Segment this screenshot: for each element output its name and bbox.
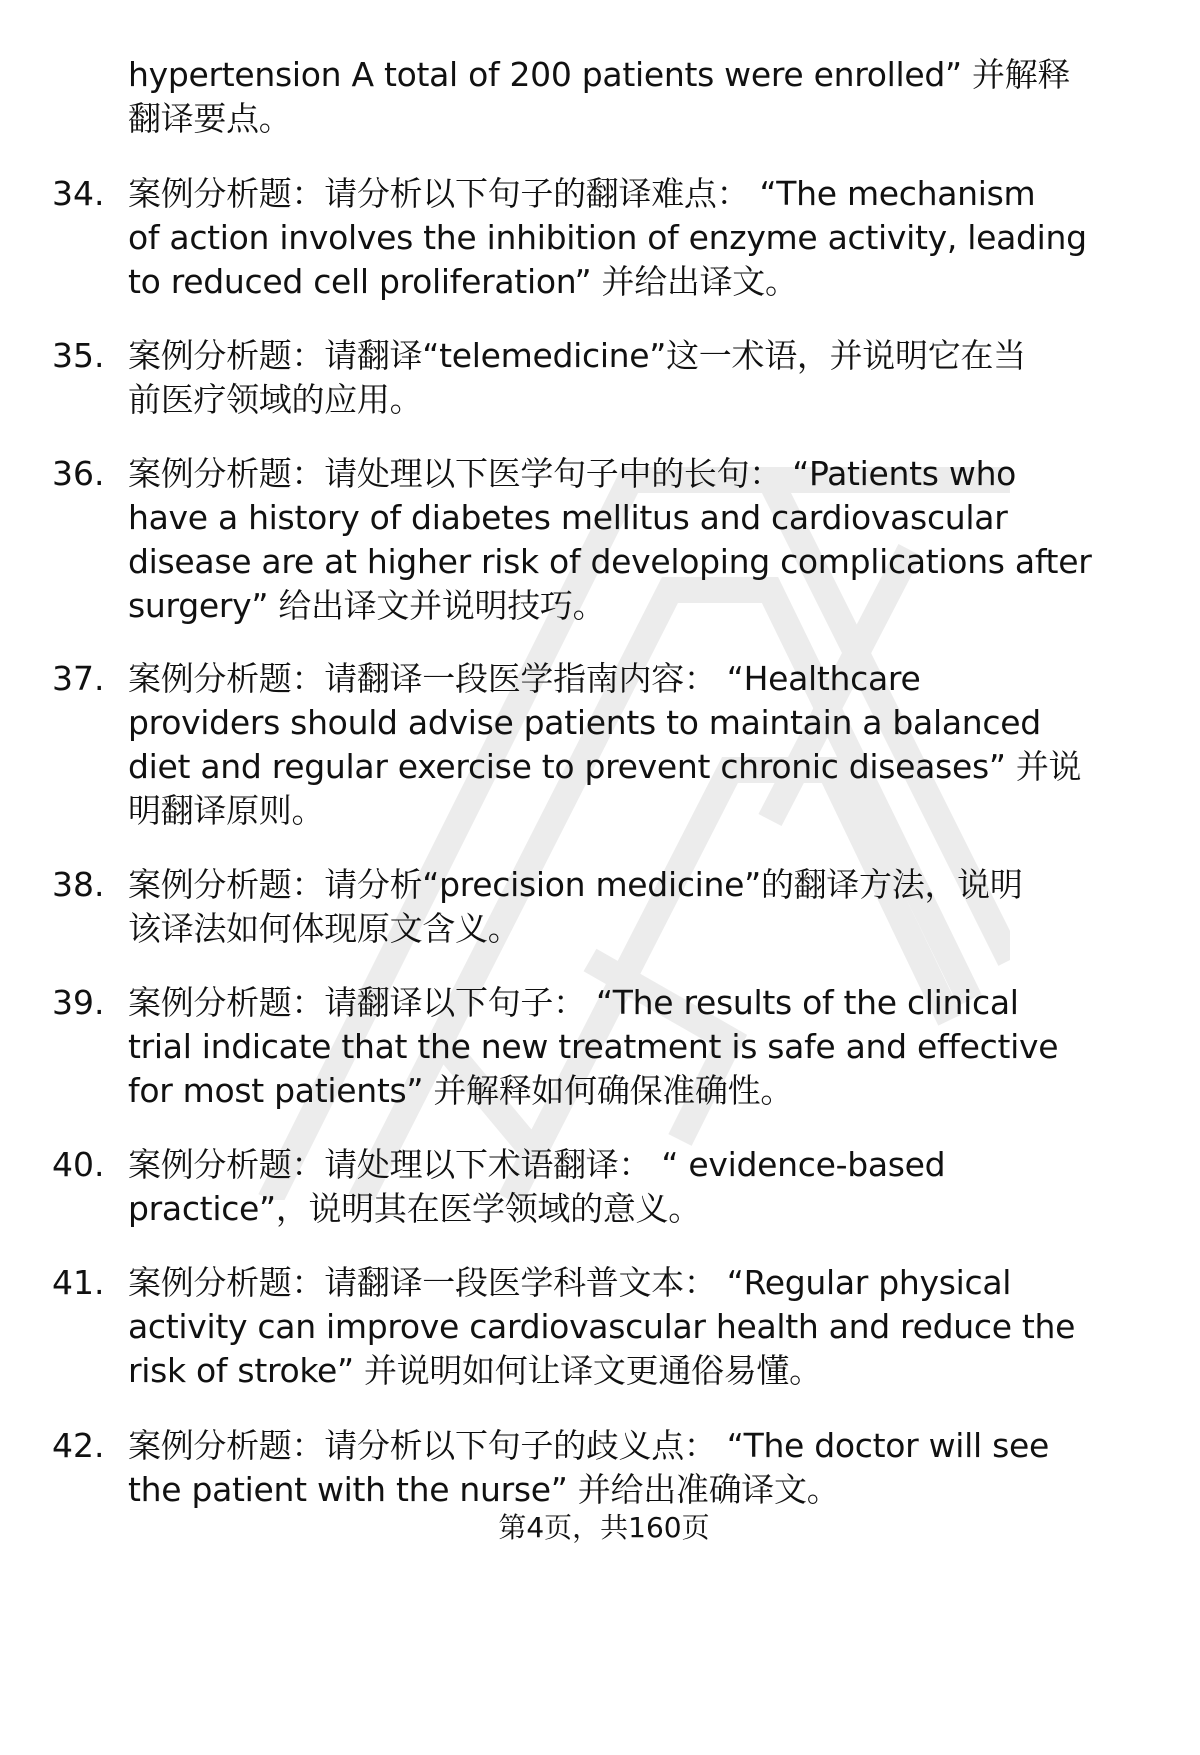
- question-line: practice”，说明其在医学领域的意义。: [128, 1189, 701, 1228]
- question-line: 明翻译原则。: [128, 791, 325, 830]
- question-line: of action involves the inhibition of enzyme activity, leading: [128, 218, 1087, 257]
- question-line: 案例分析题：请分析“precision medicine”的翻译方法，说明: [128, 865, 1023, 904]
- question-line: 案例分析题：请分析以下句子的翻译难点： “The mechanism: [128, 174, 1036, 213]
- question-line: 案例分析题：请分析以下句子的歧义点： “The doctor will see: [128, 1426, 1050, 1465]
- question-line: trial indicate that the new treatment is safe and effective: [128, 1027, 1059, 1066]
- continuation-line-2: 翻译要点。: [128, 99, 292, 138]
- question-line: to reduced cell proliferation” 并给出译文。: [128, 262, 798, 301]
- question-number: 41.: [52, 1263, 105, 1302]
- question-line: 案例分析题：请翻译以下句子： “The results of the clinical: [128, 983, 1019, 1022]
- page-indicator: 第4页，共160页: [498, 1511, 710, 1544]
- question-line: 案例分析题：请翻译一段医学指南内容： “Healthcare: [128, 659, 921, 698]
- question-line: 案例分析题：请翻译一段医学科普文本： “Regular physical: [128, 1263, 1012, 1302]
- question-number: 34.: [52, 174, 105, 213]
- question-line: 该译法如何体现原文含义。: [128, 909, 521, 948]
- question-line: providers should advise patients to maintain a balanced: [128, 703, 1041, 742]
- question-line: have a history of diabetes mellitus and cardiovascular: [128, 498, 1008, 537]
- question-number: 37.: [52, 659, 105, 698]
- question-line: 案例分析题：请处理以下术语翻译： “ evidence-based: [128, 1145, 946, 1184]
- question-line: disease are at higher risk of developing complications after: [128, 542, 1092, 581]
- question-number: 38.: [52, 865, 105, 904]
- question-number: 36.: [52, 454, 105, 493]
- question-number: 35.: [52, 336, 105, 375]
- question-line: for most patients” 并解释如何确保准确性。: [128, 1071, 794, 1110]
- question-line: the patient with the nurse” 并给出准确译文。: [128, 1470, 840, 1509]
- question-line: activity can improve cardiovascular health and reduce the: [128, 1307, 1076, 1346]
- question-number: 39.: [52, 983, 105, 1022]
- continuation-line-1: hypertension A total of 200 patients were enrolled” 并解释: [128, 55, 1071, 94]
- question-number: 42.: [52, 1426, 105, 1465]
- question-line: risk of stroke” 并说明如何让译文更通俗易懂。: [128, 1351, 822, 1390]
- question-line: 前医疗领域的应用。: [128, 380, 423, 419]
- question-line: 案例分析题：请处理以下医学句子中的长句： “Patients who: [128, 454, 1017, 493]
- question-line: surgery” 给出译文并说明技巧。: [128, 586, 606, 625]
- question-number: 40.: [52, 1145, 105, 1184]
- question-line: diet and regular exercise to prevent chronic diseases” 并说: [128, 747, 1082, 786]
- question-line: 案例分析题：请翻译“telemedicine”这一术语，并说明它在当: [128, 336, 1026, 375]
